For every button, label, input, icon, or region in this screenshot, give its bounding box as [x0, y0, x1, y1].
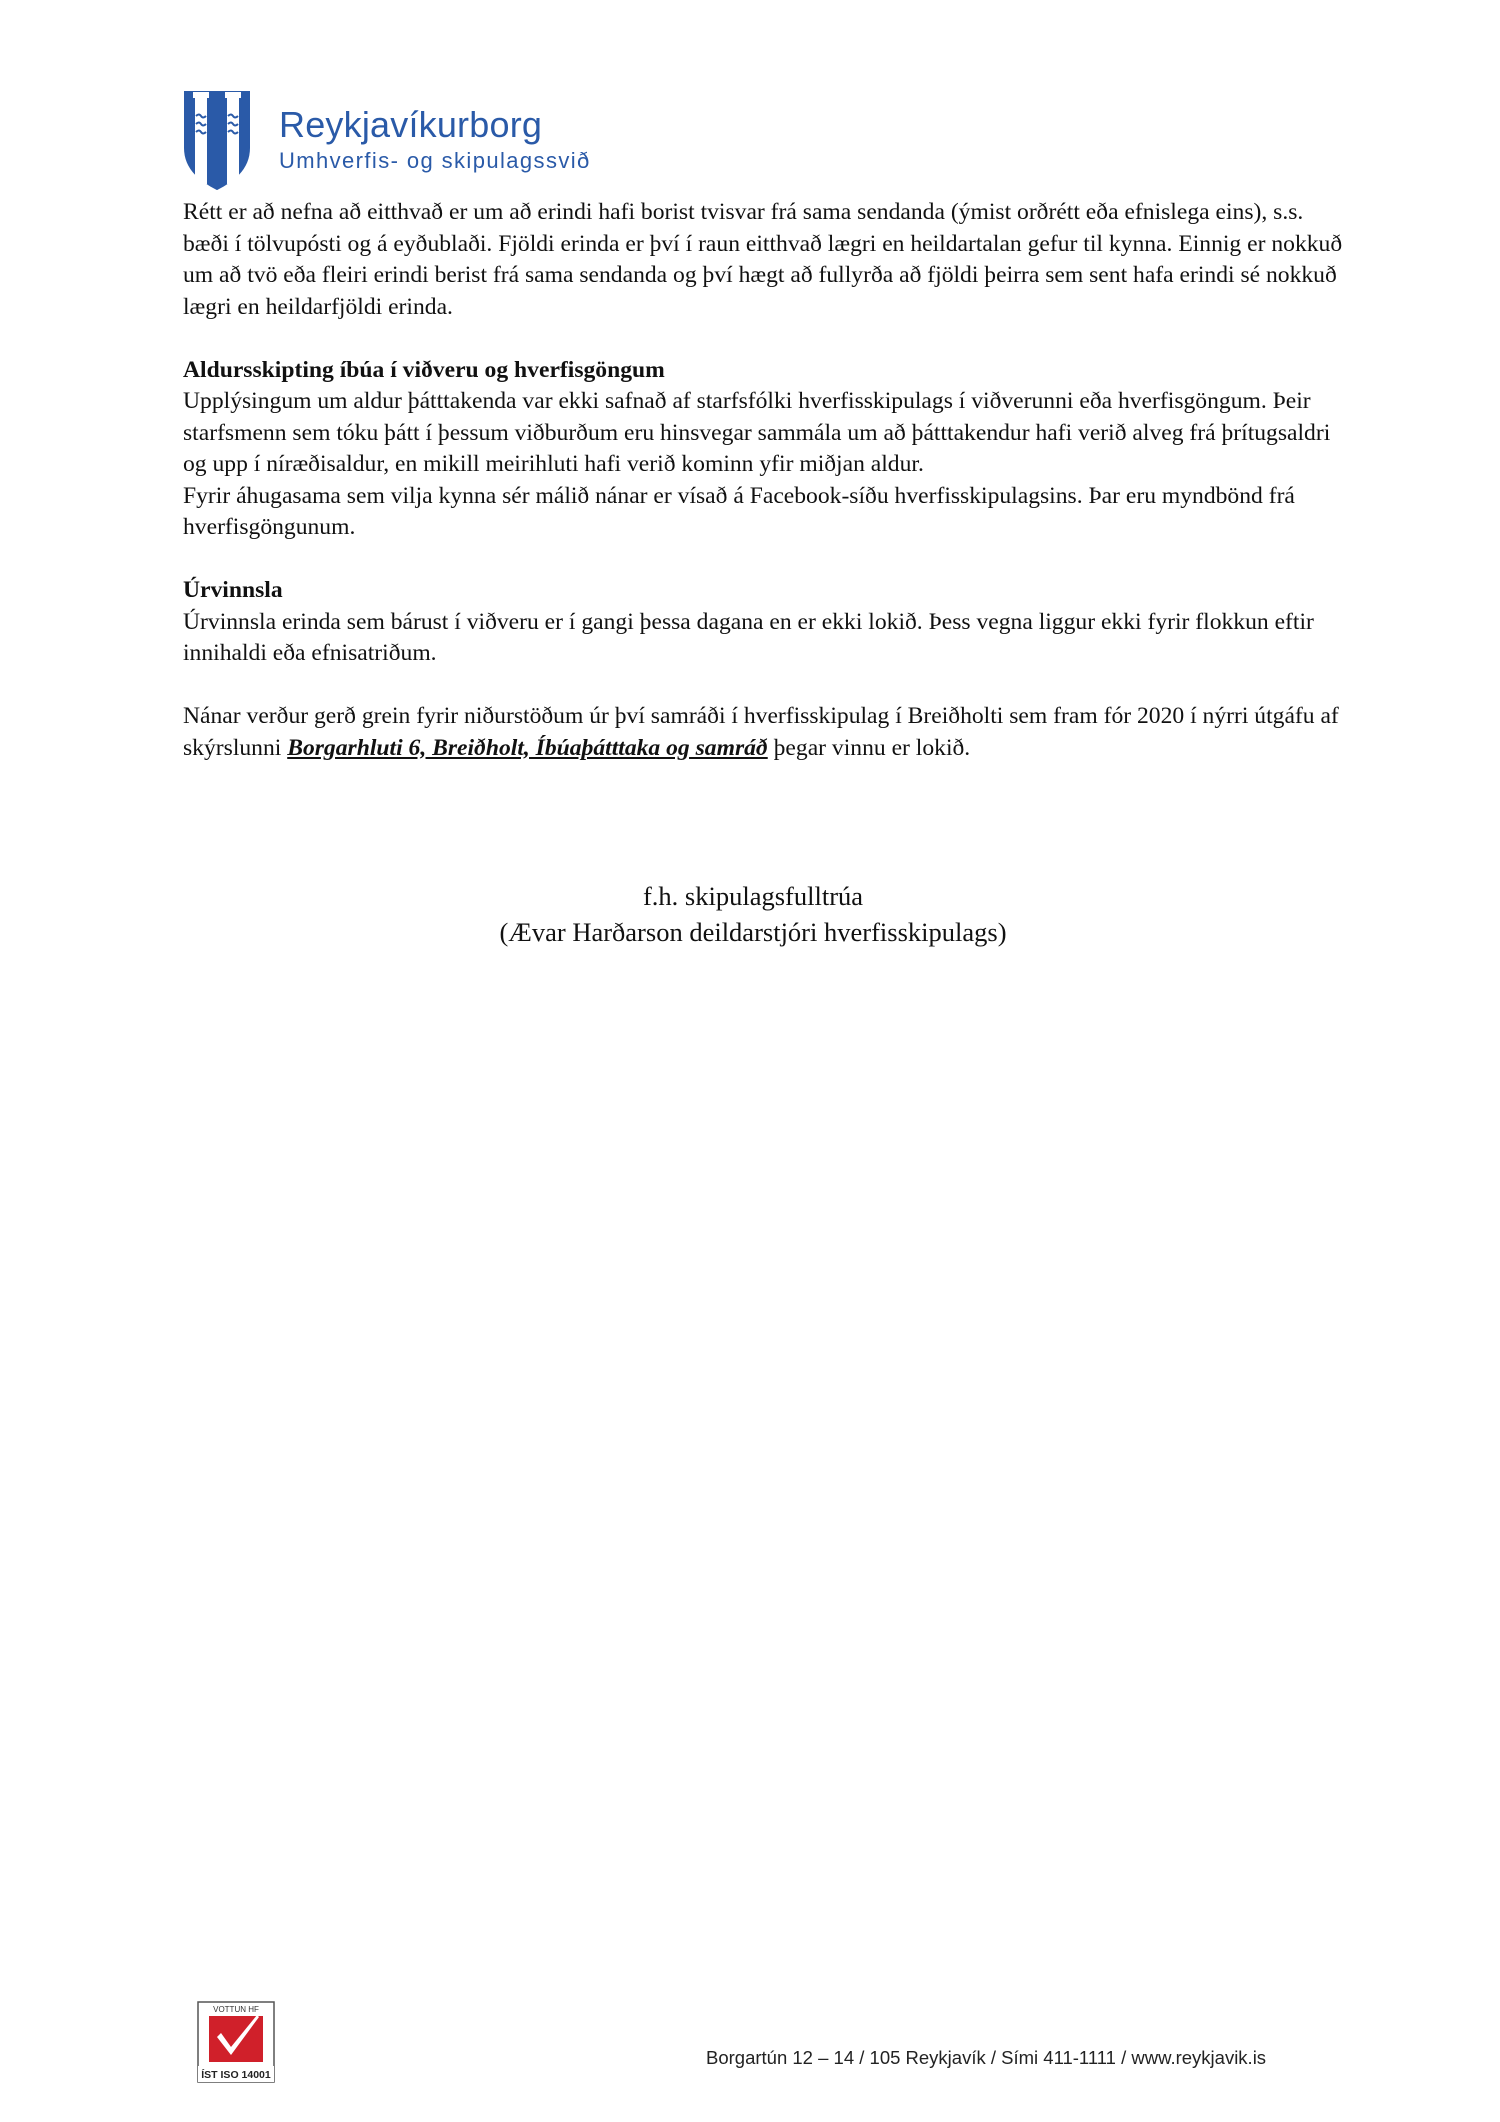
letterhead: [183, 90, 743, 190]
heading-age-distribution: Aldursskipting íbúa í viðveru og hverfisgöngum: [183, 356, 665, 383]
footer-address: Borgartún 12 – 14 / 105 Reykjavík / Sími 411-1111 / www.reykjavik.is: [706, 2047, 1267, 2068]
reykjavik-shield-icon: [183, 90, 251, 190]
iso-badge-icon: [197, 2001, 275, 2083]
section-age-distribution: [183, 355, 1343, 544]
report-text-after: þegar vinnu er lokið.: [767, 734, 971, 761]
paragraph-age-info: Upplýsingum um aldur þátttakenda var ekki safnað af starfsfólki hverfisskipulags í viðverunni eða hverfisgöngum. Þeir starfsmenn sem tóku þátt í þessum viðburðum eru hinsvegar sammála um að þátttakendur hafi verið alveg frá þrítugsaldri og upp í níræðisaldur, en mikill meirihluti hafi verið kominn yfir miðjan aldur.: [183, 388, 1331, 477]
signature-role: f.h. skipulagsfulltrúa: [642, 881, 864, 911]
paragraph-facebook: Fyrir áhugasama sem vilja kynna sér málið nánar er vísað á Facebook-síðu hverfisskipulagsins. Þar eru myndbönd frá hverfisgöngunum.: [183, 482, 1295, 540]
letter-body: [183, 197, 1343, 796]
brand-name: Reykjavíkurborg: [279, 104, 543, 145]
report-text-before: Nánar verður gerð grein fyrir niðurstöðum úr því samráði í hverfisskipulag í Breiðholti sem fram fór 2020 í nýrri útgáfu af skýrslunni: [183, 703, 1339, 761]
paragraph-report: [183, 701, 1343, 764]
iso-top-text: VOTTUN HF: [213, 2005, 259, 2014]
iso-bottom-text: ÍST ISO 14001: [201, 2069, 271, 2081]
paragraph-duplicates: Rétt er að nefna að eitthvað er um að erindi hafi borist tvisvar frá sama sendanda (ýmist orðrétt eða efnislega eins), s.s. bæði í tölvupósti og á eyðublaði. Fjöldi erinda er því í raun eitthvað lægri en heildartalan gefur til kynna. Einnig er nokkuð um að tvö eða fleiri erindi berist frá sama sendanda og því hægt að fullyrða að fjöldi þeirra sem sent hafa erindi sé nokkuð lægri en heildarfjöldi erinda.: [183, 199, 1343, 320]
paragraph-processing: Úrvinnsla erinda sem bárust í viðveru er í gangi þessa dagana en er ekki lokið. Þess vegna liggur ekki fyrir flokkun eftir innihaldi eða efnisatriðum.: [183, 608, 1314, 666]
iso-certification-badge: [197, 2001, 275, 2083]
signature-block: [183, 878, 1323, 950]
signature-name: (Ævar Harðarson deildarstjóri hverfisskipulags): [499, 917, 1007, 947]
report-link[interactable]: Borgarhluti 6, Breiðholt, Íbúaþátttaka og samráð: [287, 734, 768, 761]
section-processing: [183, 575, 1343, 670]
heading-processing: Úrvinnsla: [183, 577, 283, 603]
brand-department: Umhverfis- og skipulagssvið: [279, 148, 591, 173]
